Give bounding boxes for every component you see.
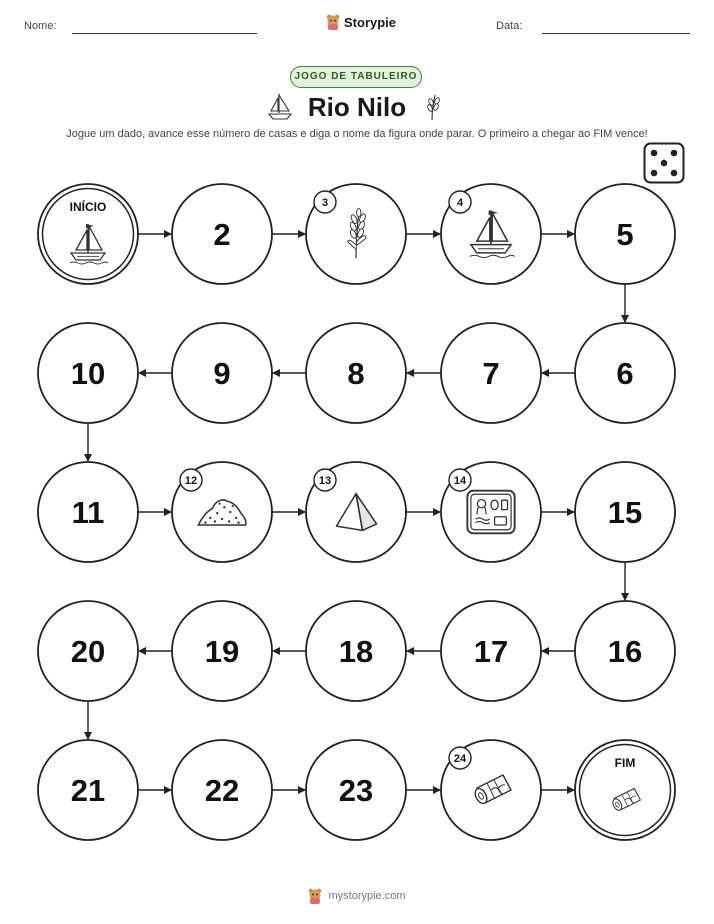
space-number: 19	[204, 634, 240, 669]
hieroglyph-tablet-icon	[467, 491, 514, 534]
board-space[interactable]	[575, 462, 675, 562]
space-number: 18	[338, 634, 374, 669]
start-label: INÍCIO	[69, 200, 107, 214]
name-label: Nome:	[24, 20, 57, 32]
space-number: 2	[213, 217, 231, 252]
space-number: 20	[70, 634, 106, 669]
board-space[interactable]	[441, 601, 541, 701]
space-number: 24	[453, 753, 467, 765]
board-space[interactable]	[38, 601, 138, 701]
space-number: 8	[347, 356, 365, 391]
board-space[interactable]	[172, 184, 272, 284]
board-space[interactable]	[441, 323, 541, 423]
date-label: Data:	[496, 20, 523, 32]
board-space[interactable]	[441, 740, 541, 840]
footer	[0, 888, 714, 904]
space-number: 9	[213, 356, 231, 391]
board-space[interactable]	[306, 740, 406, 840]
space-number: 5	[616, 217, 634, 252]
board-space[interactable]	[306, 462, 406, 562]
space-number: 23	[338, 773, 374, 808]
space-number: 16	[607, 634, 643, 669]
board-space[interactable]	[441, 462, 541, 562]
space-number: 13	[318, 475, 332, 487]
board-space[interactable]	[306, 601, 406, 701]
space-number: 17	[473, 634, 509, 669]
space-number: 21	[70, 773, 106, 808]
board-space[interactable]	[172, 740, 272, 840]
page-title: Rio Nilo	[307, 92, 407, 122]
game-type-badge: JOGO DE TABULEIRO	[290, 66, 422, 88]
board-space[interactable]	[38, 462, 138, 562]
board-space[interactable]	[306, 323, 406, 423]
board-space[interactable]	[38, 184, 138, 284]
bear-mascot-icon	[308, 888, 322, 904]
space-number: 15	[607, 495, 643, 530]
board-space[interactable]	[575, 740, 675, 840]
space-number: 6	[616, 356, 634, 391]
finish-label: FIM	[614, 756, 636, 770]
space-number: 10	[70, 356, 106, 391]
board-space[interactable]	[38, 323, 138, 423]
board-space[interactable]	[172, 462, 272, 562]
space-number: 11	[71, 495, 105, 530]
space-number: 7	[482, 356, 500, 391]
footer-url[interactable]: mystorypie.com	[328, 890, 406, 902]
instructions-text: Jogue um dado, avance esse número de casas e diga o nome da figura onde parar. O primeiro a chegar ao FIM vence!	[66, 128, 648, 140]
board-space[interactable]	[172, 601, 272, 701]
space-number: 22	[204, 773, 240, 808]
board-space[interactable]	[38, 740, 138, 840]
board-space[interactable]	[575, 323, 675, 423]
board-space[interactable]	[575, 601, 675, 701]
space-number: 4	[456, 197, 464, 209]
board-space[interactable]	[575, 184, 675, 284]
space-number: 14	[453, 475, 467, 487]
board-space[interactable]	[306, 184, 406, 284]
space-number: 12	[184, 475, 198, 487]
board-space[interactable]	[172, 323, 272, 423]
brand-name: Storypie	[344, 14, 397, 30]
space-number: 3	[321, 197, 329, 209]
board-space[interactable]	[441, 184, 541, 284]
